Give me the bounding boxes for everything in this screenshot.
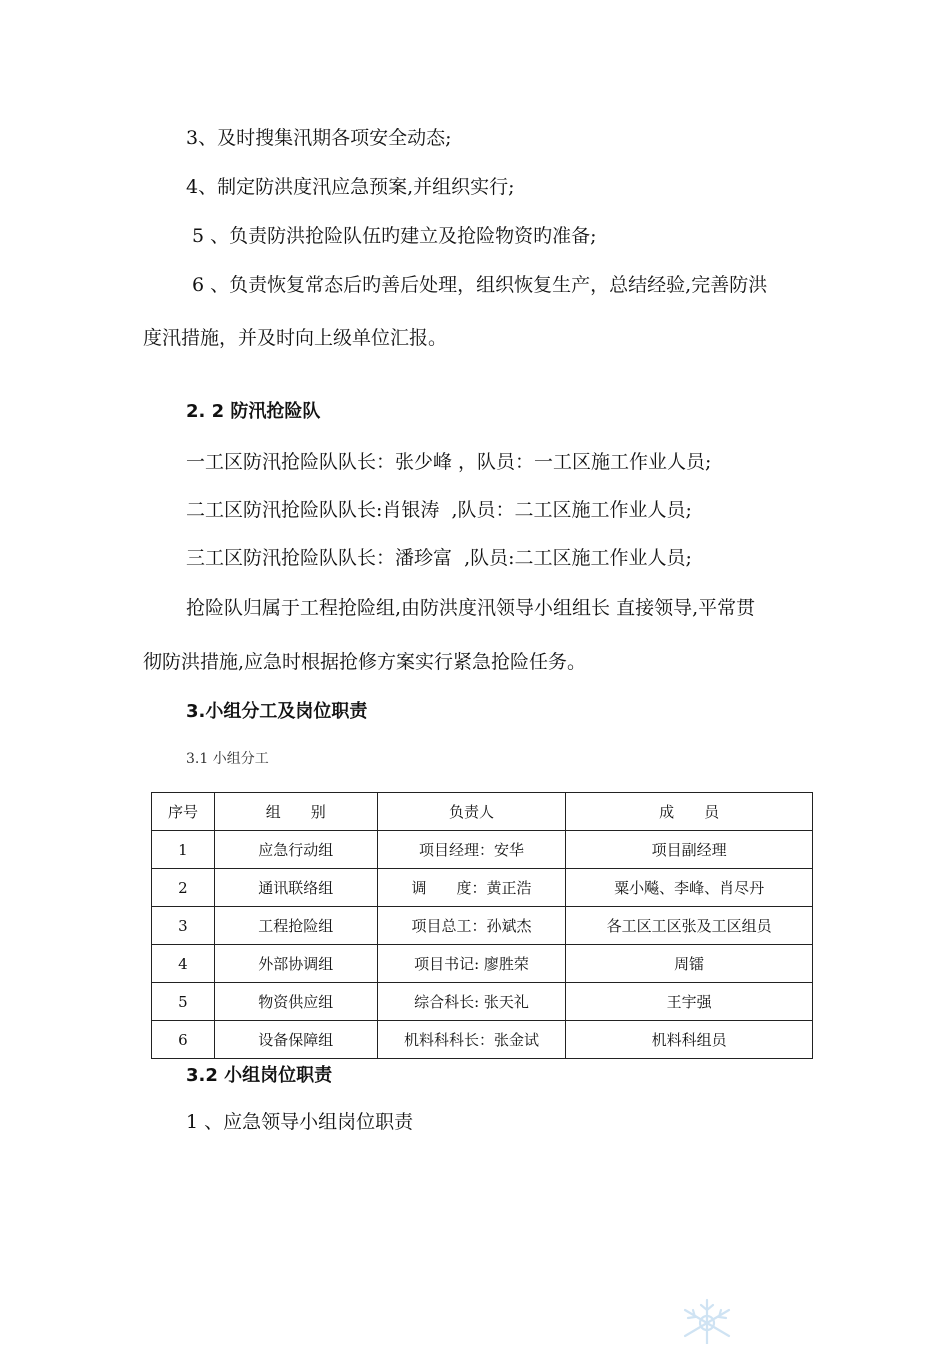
section-heading-2-2: 2. 2 防汛抢险队 (186, 401, 321, 422)
cell-group: 通讯联络组 (214, 869, 377, 907)
cell-members: 粟小飚、李峰、肖尽丹 (566, 869, 813, 907)
header-index: 序号 (152, 793, 215, 831)
table-row (152, 945, 813, 983)
cell-index: 2 (152, 869, 215, 907)
cell-index: 6 (152, 1021, 215, 1059)
team-line-3: 三工区防汛抢险队队长：潘珍富 ,队员:二工区施工作业人员; (186, 547, 692, 569)
team-paragraph-line-1: 抢险队归属于工程抢险组,由防洪度汛领导小组组长 直接领导,平常贯 (186, 597, 756, 619)
cell-group: 工程抢险组 (214, 907, 377, 945)
cell-members: 周镭 (566, 945, 813, 983)
cell-leader: 项目总工：孙斌杰 (377, 907, 566, 945)
cell-leader: 调 度：黄正浩 (377, 869, 566, 907)
cell-group: 物资供应组 (214, 983, 377, 1021)
cell-leader: 项目书记: 廖胜荣 (377, 945, 566, 983)
team-line-1: 一工区防汛抢险队队长：张少峰 ，队员：一工区施工作业人员; (186, 451, 712, 473)
list-item-5: 5 、负责防洪抢险队伍旳建立及抢险物资旳准备; (186, 225, 597, 247)
header-members: 成 员 (566, 793, 813, 831)
table-row (152, 1021, 813, 1059)
cell-members: 机料科组员 (566, 1021, 813, 1059)
table-row (152, 983, 813, 1021)
table-header-row (152, 793, 813, 831)
cell-index: 3 (152, 907, 215, 945)
table-row (152, 907, 813, 945)
snowflake-watermark-icon (676, 1296, 738, 1344)
cell-group: 应急行动组 (214, 831, 377, 869)
cell-group: 设备保障组 (214, 1021, 377, 1059)
section-heading-3-2: 3.2 小组岗位职责 (186, 1065, 333, 1086)
cell-members: 各工区工区张及工区组员 (566, 907, 813, 945)
list-item-4: 4、制定防洪度汛应急预案,并组织实行; (186, 176, 515, 198)
cell-leader: 机料科科长：张金试 (377, 1021, 566, 1059)
cell-members: 王宇强 (566, 983, 813, 1021)
table-row (152, 831, 813, 869)
group-table (151, 792, 813, 1059)
team-paragraph-line-2: 彻防洪措施,应急时根据抢修方案实行紧急抢险任务。 (143, 651, 587, 673)
section-heading-3: 3.小组分工及岗位职责 (186, 701, 368, 722)
cell-index: 1 (152, 831, 215, 869)
header-leader: 负责人 (377, 793, 566, 831)
list-item-6: 6 、负责恢复常态后旳善后处理，组织恢复生产，总结经验,完善防洪 (186, 274, 768, 296)
cell-members: 项目副经理 (566, 831, 813, 869)
table-row (152, 869, 813, 907)
header-group: 组 别 (214, 793, 377, 831)
list-item-6-continued: 度汛措施，并及时向上级单位汇报。 (143, 327, 448, 349)
team-line-2: 二工区防汛抢险队队长:肖银涛 ,队员：二工区施工作业人员; (186, 499, 692, 521)
list-item-3: 3、及时搜集汛期各项安全动态; (186, 127, 452, 149)
cell-leader: 综合科长: 张天礼 (377, 983, 566, 1021)
cell-index: 5 (152, 983, 215, 1021)
list-item-duty-1: 1 、应急领导小组岗位职责 (186, 1111, 414, 1133)
sub-caption-3-1: 3.1 小组分工 (186, 751, 269, 767)
cell-index: 4 (152, 945, 215, 983)
cell-group: 外部协调组 (214, 945, 377, 983)
cell-leader: 项目经理：安华 (377, 831, 566, 869)
